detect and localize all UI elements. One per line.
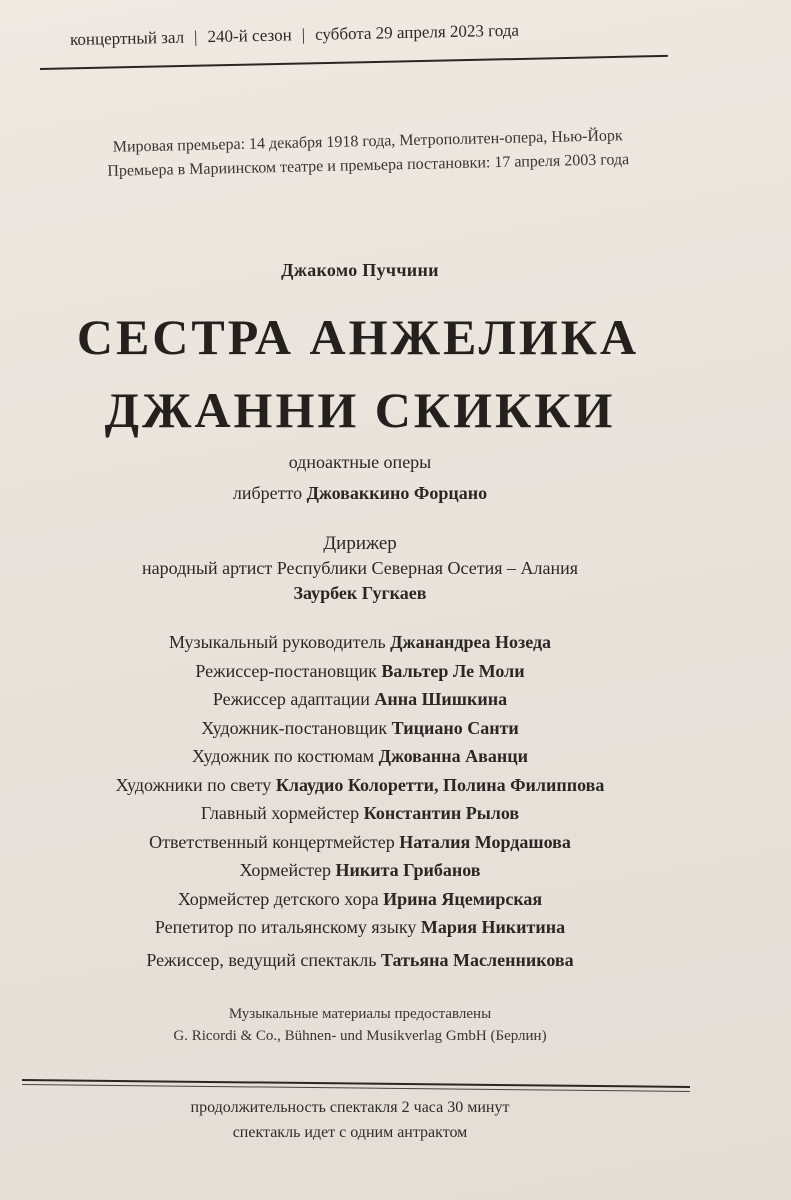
credit-role: Художник-постановщик [201, 717, 392, 738]
conductor-name: Заурбек Гугкаев [293, 583, 427, 603]
credit-name: Вальтер Ле Моли [381, 660, 525, 681]
season: 240-й сезон [207, 25, 292, 47]
credit-name: Никита Грибанов [335, 860, 481, 880]
librettist: Джоваккино Форцано [306, 483, 488, 503]
intermission: спектакль идет с одним антрактом [232, 1124, 468, 1141]
separator: | [193, 27, 198, 47]
conductor-label: Дирижер [323, 533, 397, 554]
credit-row [0, 714, 720, 743]
credit-name: Анна Шишкина [374, 689, 508, 709]
credit-row [0, 771, 720, 800]
mariinsky-premiere: Премьера в Мариинском театре и премьера постановки: 17 апреля 2003 года [107, 151, 630, 180]
credit-role: Музыкальный руководитель [168, 632, 391, 652]
composer: Джакомо Пуччини [281, 260, 439, 280]
libretto-prefix: либретто [232, 483, 307, 503]
credit-name: Татьяна Масленникова [380, 949, 574, 970]
libretto [0, 483, 720, 504]
credit-role: Художники по свету [115, 774, 276, 795]
credit-row [0, 856, 720, 885]
credit-role: Репетитор по итальянскому языку [154, 917, 421, 937]
performance-date: суббота 29 апреля 2023 года [314, 20, 520, 44]
duration: продолжительность спектакля 2 часа 30 минут [190, 1099, 510, 1116]
header [70, 17, 670, 50]
credit-row [0, 657, 720, 686]
credit-role: Главный хормейстер [200, 803, 364, 823]
credit-role: Ответственный концертмейстер [149, 831, 400, 852]
credit-row [0, 828, 720, 857]
credit-role: Режиссер, ведущий спектакль [146, 949, 381, 970]
credit-role: Хормейстер детского хора [177, 888, 384, 909]
credit-row [0, 685, 720, 714]
subtitle: одноактные оперы [288, 452, 432, 472]
credit-role: Художник по костюмам [192, 746, 379, 766]
materials-line-2: G. Ricordi & Co., Bühnen- und Musikverlag GmbH (Берлин) [173, 1028, 547, 1044]
credit-name: Клаудио Колоретти, Полина Филиппова [275, 774, 605, 795]
credit-name: Ирина Яцемирская [383, 888, 543, 909]
opera-title-1: СЕСТРА АНЖЕЛИКА [76, 309, 640, 365]
conductor-title: народный артист Республики Северная Осетия – Алания [141, 558, 579, 578]
credit-row [0, 885, 720, 914]
materials-credit [0, 1003, 720, 1047]
credit-role: Режиссер адаптации [212, 689, 375, 709]
header-divider [40, 55, 668, 70]
credit-name: Наталия Мордашова [399, 831, 571, 852]
materials-line-1: Музыкальные материалы предоставлены [228, 1006, 492, 1022]
credit-name: Тициано Санти [391, 717, 519, 738]
credit-row [0, 799, 720, 828]
credit-name: Джанандреа Нозеда [390, 632, 552, 652]
credit-name: Константин Рылов [363, 803, 520, 823]
credit-role: Режиссер-постановщик [195, 660, 382, 681]
credit-row [0, 742, 720, 771]
premiere-info [48, 123, 689, 186]
credits-list [0, 628, 720, 974]
venue: концертный зал [69, 27, 185, 49]
world-premiere: Мировая премьера: 14 декабря 1918 года, Метрополитен-опера, Нью-Йорк [112, 127, 623, 156]
opera-title-2: ДЖАННИ СКИККИ [104, 382, 616, 438]
credit-role: Хормейстер [239, 860, 336, 880]
credit-row [0, 628, 720, 657]
credit-row [0, 913, 720, 942]
credit-name: Джованна Аванци [378, 746, 528, 766]
credit-row [0, 946, 720, 975]
separator: | [301, 25, 306, 45]
credit-name: Мария Никитина [420, 917, 566, 937]
footer [0, 1095, 700, 1145]
